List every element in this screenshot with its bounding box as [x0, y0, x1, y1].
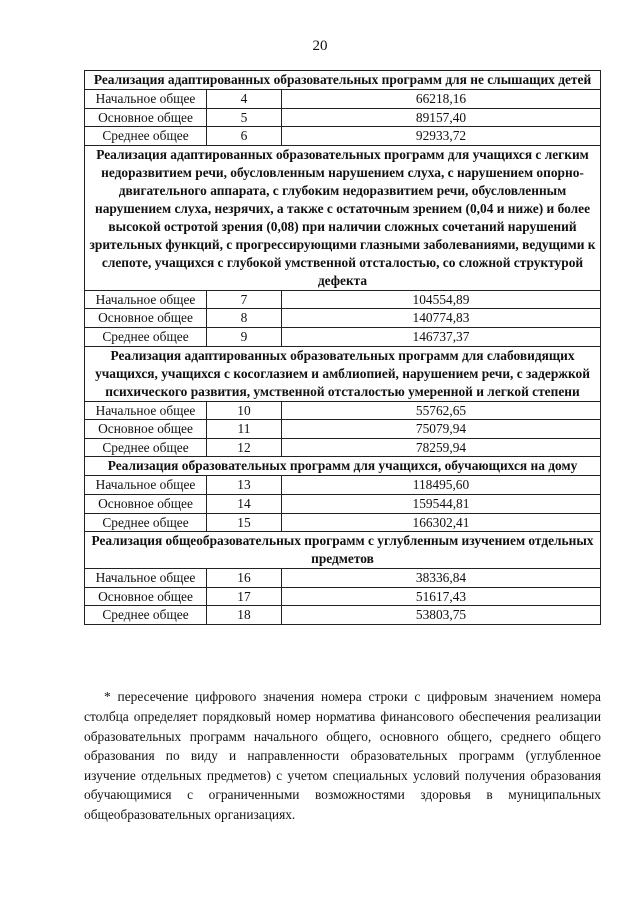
section-title: Реализация образовательных программ для учащихся, обучающихся на дому: [85, 457, 601, 476]
page-number: 20: [312, 38, 328, 54]
table-row: [85, 401, 601, 420]
row-number-cell: 15: [207, 513, 282, 532]
section-header-row: [85, 457, 601, 476]
row-number-cell: 10: [207, 401, 282, 420]
level-cell: Основное общее: [85, 108, 207, 127]
level-cell: Начальное общее: [85, 476, 207, 495]
row-number-cell: 8: [207, 309, 282, 328]
section-header-row: [85, 145, 601, 290]
row-number-cell: 9: [207, 327, 282, 346]
row-number-cell: 7: [207, 290, 282, 309]
norm-value-cell: 51617,43: [282, 587, 601, 606]
norm-value-cell: 166302,41: [282, 513, 601, 532]
section-title: Реализация адаптированных образовательных программ для не слышащих детей: [85, 71, 601, 90]
level-cell: Среднее общее: [85, 127, 207, 146]
level-cell: Начальное общее: [85, 90, 207, 109]
row-number-cell: 14: [207, 494, 282, 513]
row-number-cell: 16: [207, 569, 282, 588]
norm-value-cell: 66218,16: [282, 90, 601, 109]
footnote: * пересечение цифрового значения номера строки с цифровым значением номера столбца определяет порядковый номер норматива финансового обеспечения реализации образовательных программ начального общего, основного общего, среднего общего образования по виду и направленности образовательных программ (углубленное изучение отдельных предметов) с учетом специальных условий получения образования обучающимися с ограниченными возможностями здоровья в муниципальных общеобразовательных организациях.: [84, 689, 601, 822]
row-number-cell: 12: [207, 438, 282, 457]
table-row: [85, 327, 601, 346]
table-row: [85, 587, 601, 606]
table-row: [85, 309, 601, 328]
norm-value-cell: 146737,37: [282, 327, 601, 346]
row-number-cell: 13: [207, 476, 282, 495]
norm-value-cell: 118495,60: [282, 476, 601, 495]
norm-value-cell: 55762,65: [282, 401, 601, 420]
funding-norms-table: [84, 70, 601, 625]
level-cell: Начальное общее: [85, 569, 207, 588]
level-cell: Начальное общее: [85, 401, 207, 420]
norm-value-cell: 159544,81: [282, 494, 601, 513]
table-row: [85, 90, 601, 109]
table-row: [85, 438, 601, 457]
table-row: [85, 290, 601, 309]
section-title: Реализация общеобразовательных программ с углубленным изучением отдельных предметов: [85, 532, 601, 569]
section-header-row: [85, 346, 601, 401]
row-number-cell: 6: [207, 127, 282, 146]
table-row: [85, 513, 601, 532]
table-row: [85, 606, 601, 625]
norm-value-cell: 92933,72: [282, 127, 601, 146]
level-cell: Среднее общее: [85, 606, 207, 625]
table-row: [85, 420, 601, 439]
row-number-cell: 5: [207, 108, 282, 127]
row-number-cell: 4: [207, 90, 282, 109]
section-title: Реализация адаптированных образовательных программ для учащихся с легким недоразвитием речи, обусловленным нарушением слуха, с нарушением опорно-двигательного аппарата, с глубоким недоразвитием речи, обусловленным нарушением слуха, незрячих, а также с остаточным зрением (0,04 и ниже) и более высокой остротой зрения (0,08) при наличии сложных сочетаний нарушений зрительных функций, с прогрессирующими глазными заболеваниями, ведущими к слепоте, учащихся с глубокой умственной отсталостью, со сложной структурой дефекта: [85, 145, 601, 290]
level-cell: Основное общее: [85, 587, 207, 606]
norm-value-cell: 53803,75: [282, 606, 601, 625]
section-title: Реализация адаптированных образовательных программ для слабовидящих учащихся, учащихся с косоглазием и амблиопией, нарушением речи, с задержкой психического развития, умственной отсталостью умеренной и легкой степени: [85, 346, 601, 401]
row-number-cell: 18: [207, 606, 282, 625]
norm-value-cell: 38336,84: [282, 569, 601, 588]
section-header-row: [85, 532, 601, 569]
norm-value-cell: 104554,89: [282, 290, 601, 309]
row-number-cell: 17: [207, 587, 282, 606]
level-cell: Среднее общее: [85, 327, 207, 346]
level-cell: Начальное общее: [85, 290, 207, 309]
level-cell: Среднее общее: [85, 513, 207, 532]
norm-value-cell: 89157,40: [282, 108, 601, 127]
row-number-cell: 11: [207, 420, 282, 439]
level-cell: Основное общее: [85, 494, 207, 513]
table-row: [85, 494, 601, 513]
table-row: [85, 127, 601, 146]
table-row: [85, 569, 601, 588]
table-body: [85, 71, 601, 625]
level-cell: Основное общее: [85, 420, 207, 439]
table-row: [85, 108, 601, 127]
table-row: [85, 476, 601, 495]
level-cell: Основное общее: [85, 309, 207, 328]
norm-value-cell: 140774,83: [282, 309, 601, 328]
norm-value-cell: 75079,94: [282, 420, 601, 439]
level-cell: Среднее общее: [85, 438, 207, 457]
norm-value-cell: 78259,94: [282, 438, 601, 457]
section-header-row: [85, 71, 601, 90]
